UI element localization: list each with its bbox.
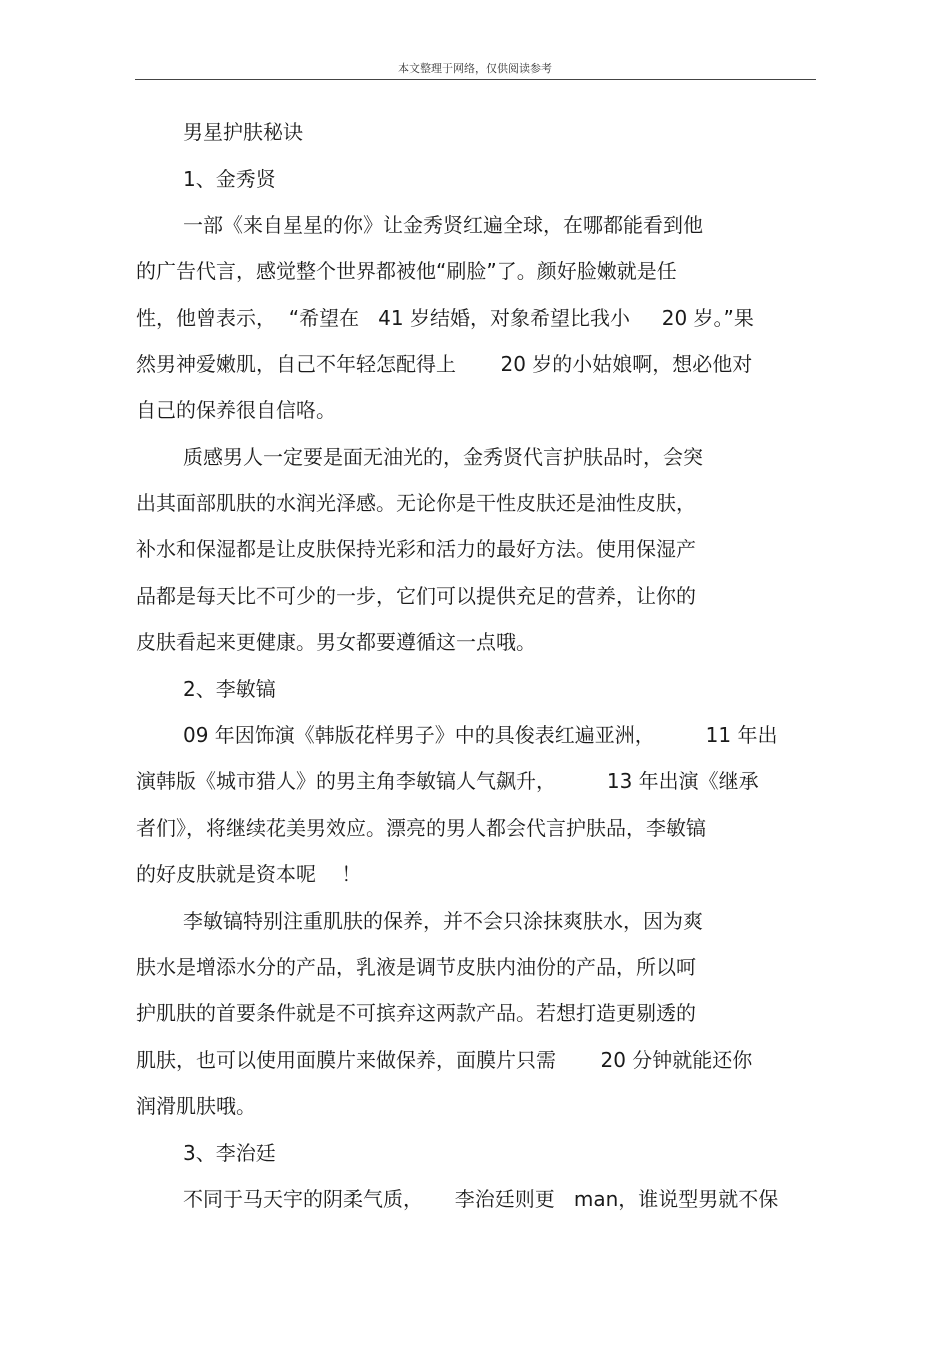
paragraph-line: 润滑肌肤哦。 xyxy=(136,1094,256,1118)
section-heading-1: 1、金秀贤 xyxy=(183,167,276,191)
section-heading-3: 3、李治廷 xyxy=(183,1141,276,1165)
article-title: 男星护肤秘诀 xyxy=(183,120,303,144)
paragraph-line: 性，他曾表示， “希望在 41 岁结婚，对象希望比我小 20 岁。”果 xyxy=(136,306,754,330)
paragraph-line: 09 年因饰演《韩版花样男子》中的具俊表红遍亚洲， 11 年出 xyxy=(183,723,778,747)
paragraph-line: 不同于马天宇的阴柔气质， 李治廷则更 man，谁说型男就不保 xyxy=(183,1187,779,1211)
paragraph-line: 者们》，将继续花美男效应。漂亮的男人都会代言护肤品，李敏镐 xyxy=(136,816,706,840)
paragraph-line: 的广告代言，感觉整个世界都被他“刷脸”了。颜好脸嫩就是任 xyxy=(136,259,677,283)
paragraph-line: 的好皮肤就是资本呢 ！ xyxy=(136,862,362,886)
paragraph-line: 补水和保湿都是让皮肤保持光彩和活力的最好方法。使用保湿产 xyxy=(136,537,696,561)
paragraph-line: 李敏镐特别注重肌肤的保养，并不会只涂抹爽肤水，因为爽 xyxy=(183,909,703,933)
paragraph-line: 护肌肤的首要条件就是不可摈弃这两款产品。若想打造更剔透的 xyxy=(136,1001,696,1025)
paragraph-line: 肌肤，也可以使用面膜片来做保养，面膜片只需 20 分钟就能还你 xyxy=(136,1048,753,1072)
paragraph-line: 演韩版《城市猎人》的男主角李敏镐人气飙升， 13 年出演《继承 xyxy=(136,769,759,793)
paragraph-line: 品都是每天比不可少的一步，它们可以提供充足的营养，让你的 xyxy=(136,584,696,608)
section-heading-2: 2、李敏镐 xyxy=(183,677,276,701)
paragraph-line: 质感男人一定要是面无油光的，金秀贤代言护肤品时，会突 xyxy=(183,445,703,469)
paragraph-line: 自己的保养很自信咯。 xyxy=(136,398,336,422)
paragraph-line: 一部《来自星星的你》让金秀贤红遍全球，在哪都能看到他 xyxy=(183,213,703,237)
header-note: 本文整理于网络，仅供阅读参考 xyxy=(398,62,552,75)
paragraph-line: 出其面部肌肤的水润光泽感。无论你是干性皮肤还是油性皮肤， xyxy=(136,491,696,515)
header-divider xyxy=(135,79,816,80)
paragraph-line: 皮肤看起来更健康。男女都要遵循这一点哦。 xyxy=(136,630,536,654)
paragraph-line: 然男神爱嫩肌，自己不年轻怎配得上 20 岁的小姑娘啊，想必他对 xyxy=(136,352,753,376)
paragraph-line: 肤水是增添水分的产品，乳液是调节皮肤内油份的产品，所以呵 xyxy=(136,955,696,979)
